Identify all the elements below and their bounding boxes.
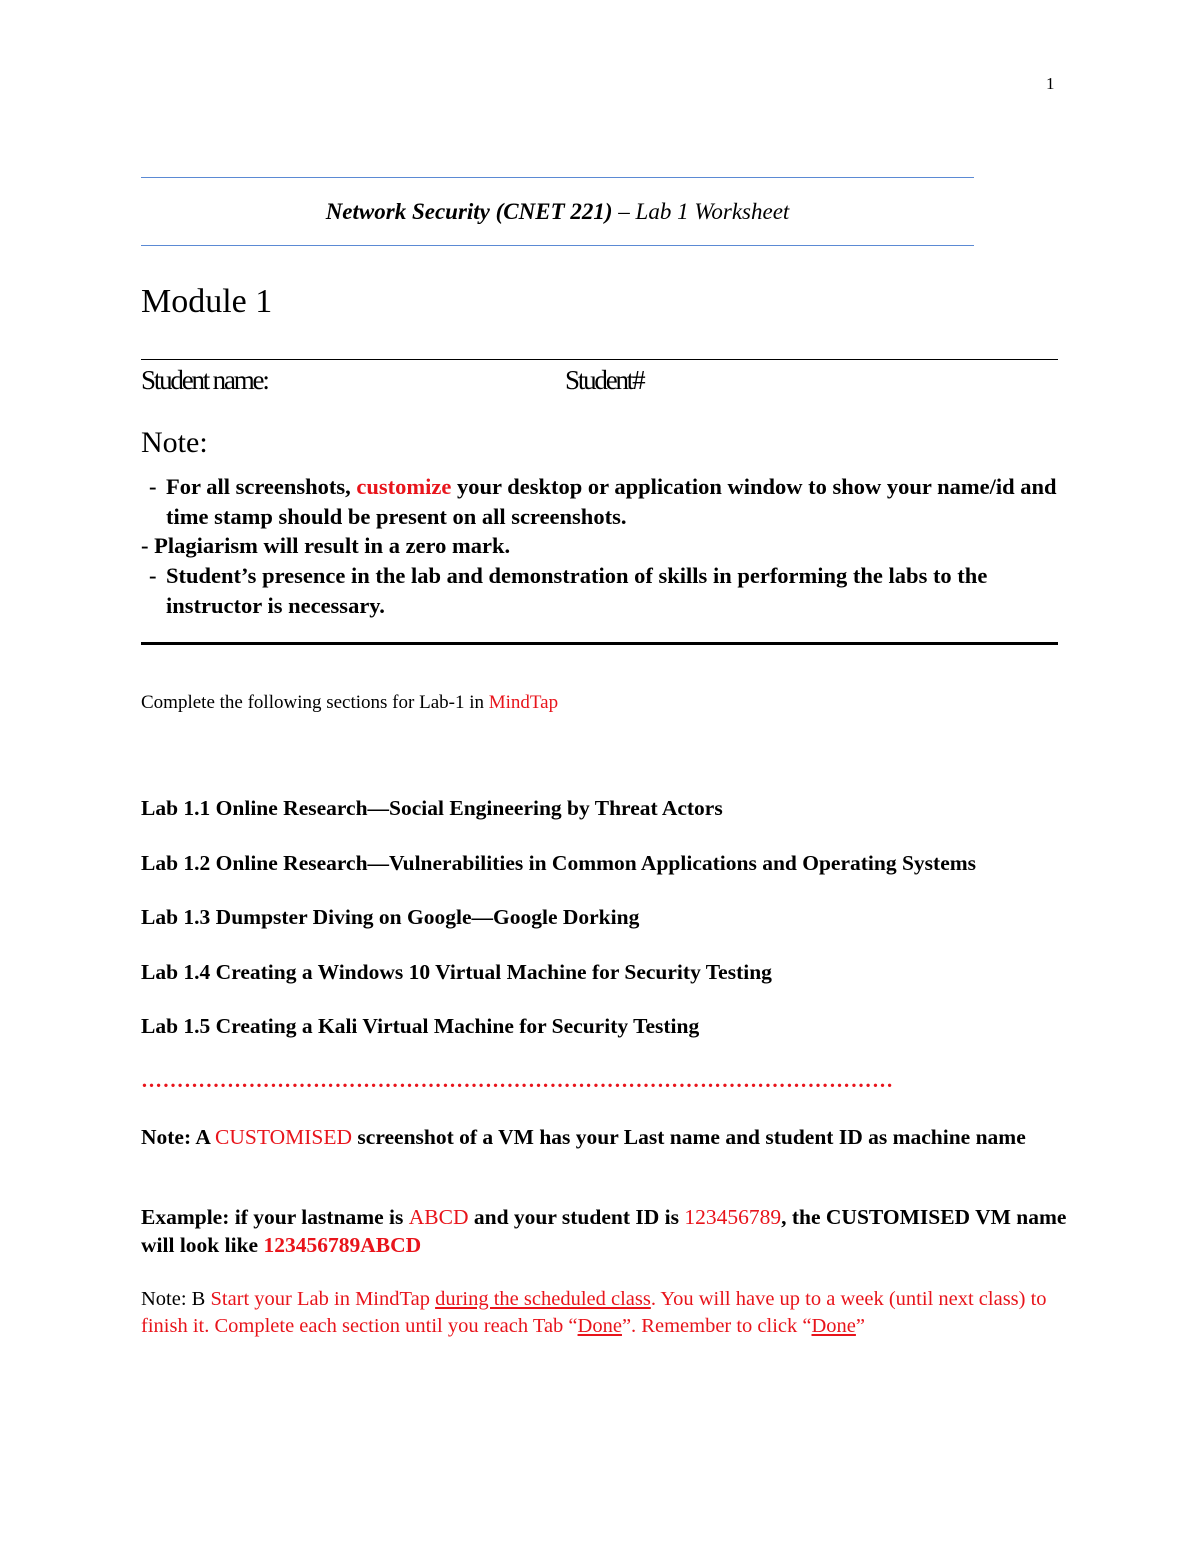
done-tab-label: Done	[577, 1315, 622, 1337]
complete-text: Complete the following sections for Lab-1 in	[141, 692, 489, 713]
note-item-presence	[141, 561, 1061, 620]
example-paragraph	[141, 1203, 1071, 1259]
example-vm-name: 123456789ABCD	[263, 1233, 422, 1257]
note-a-text: screenshot of a VM has your Last name and student ID as machine name	[352, 1125, 1026, 1149]
notes-list	[141, 472, 1061, 621]
note-a-prefix: Note: A	[141, 1125, 216, 1149]
example-text: , the CUSTOMISED VM name will look like	[141, 1205, 1067, 1257]
note-a-paragraph	[141, 1123, 1071, 1151]
example-lastname: ABCD	[408, 1205, 469, 1229]
header-top-rule	[141, 177, 974, 178]
note-b-text: ”. Remember to click “	[621, 1315, 812, 1337]
student-top-rule	[141, 359, 1058, 360]
note-item-plagiarism: - Plagiarism will result in a zero mark.	[141, 533, 511, 559]
mindtap-label: MindTap	[488, 692, 559, 713]
done-click-label: Done	[811, 1315, 856, 1337]
scheduled-class-underline: during the scheduled class	[435, 1288, 651, 1310]
note-b-paragraph	[141, 1286, 1071, 1340]
lab-item-1-4: Lab 1.4 Creating a Windows 10 Virtual Machine for Security Testing	[141, 960, 772, 984]
note-dash: -	[149, 474, 157, 499]
note-text: For all screenshots,	[166, 474, 357, 499]
lab-item-1-5: Lab 1.5 Creating a Kali Virtual Machine for Security Testing	[141, 1014, 700, 1038]
student-name-label: Student name:	[141, 365, 268, 395]
complete-instruction	[141, 692, 558, 714]
header-bottom-rule	[141, 245, 974, 246]
lab-item-1-1: Lab 1.1 Online Research—Social Engineering by Threat Actors	[141, 796, 723, 820]
note-b-prefix: Note: B	[141, 1288, 211, 1310]
lab-item-1-3: Lab 1.3 Dumpster Diving on Google—Google Dorking	[141, 905, 640, 929]
course-name: Network Security (CNET 221)	[325, 199, 613, 224]
module-title: Module 1	[141, 283, 273, 320]
note-b-text: . You will have up to a week (until next class) to finish it. Complete each section until you reach Tab “	[141, 1288, 1047, 1337]
student-number-label: Student#	[565, 365, 644, 395]
customised-highlight: CUSTOMISED	[215, 1125, 353, 1149]
example-text: Example: if your lastname is	[141, 1205, 409, 1229]
note-dash: -	[149, 563, 157, 589]
dotted-separator: ……………………………………………………………………………………………	[141, 1068, 894, 1092]
note-text: your desktop or application window to show your name/id and time stamp should be present on all screenshots.	[166, 474, 1057, 529]
lab-item-1-2: Lab 1.2 Online Research—Vulnerabilities in Common Applications and Operating Systems	[141, 851, 977, 875]
customize-highlight: customize	[356, 474, 452, 499]
note-b-text: Start your Lab in MindTap	[210, 1288, 436, 1310]
note-heading: Note:	[141, 426, 208, 459]
note-text: Student’s presence in the lab and demonstration of skills in performing the labs to the instructor is necessary.	[166, 563, 988, 618]
header-title	[141, 199, 974, 225]
note-b-text: ”	[855, 1315, 866, 1337]
header-separator: –	[612, 199, 636, 224]
notes-bottom-rule	[141, 642, 1058, 645]
note-item-screenshots	[141, 472, 1061, 531]
worksheet-subtitle: Lab 1 Worksheet	[635, 199, 790, 224]
example-text: and your student ID is	[468, 1205, 685, 1229]
example-student-id: 123456789	[684, 1205, 782, 1229]
page-number: 1	[1046, 74, 1055, 93]
